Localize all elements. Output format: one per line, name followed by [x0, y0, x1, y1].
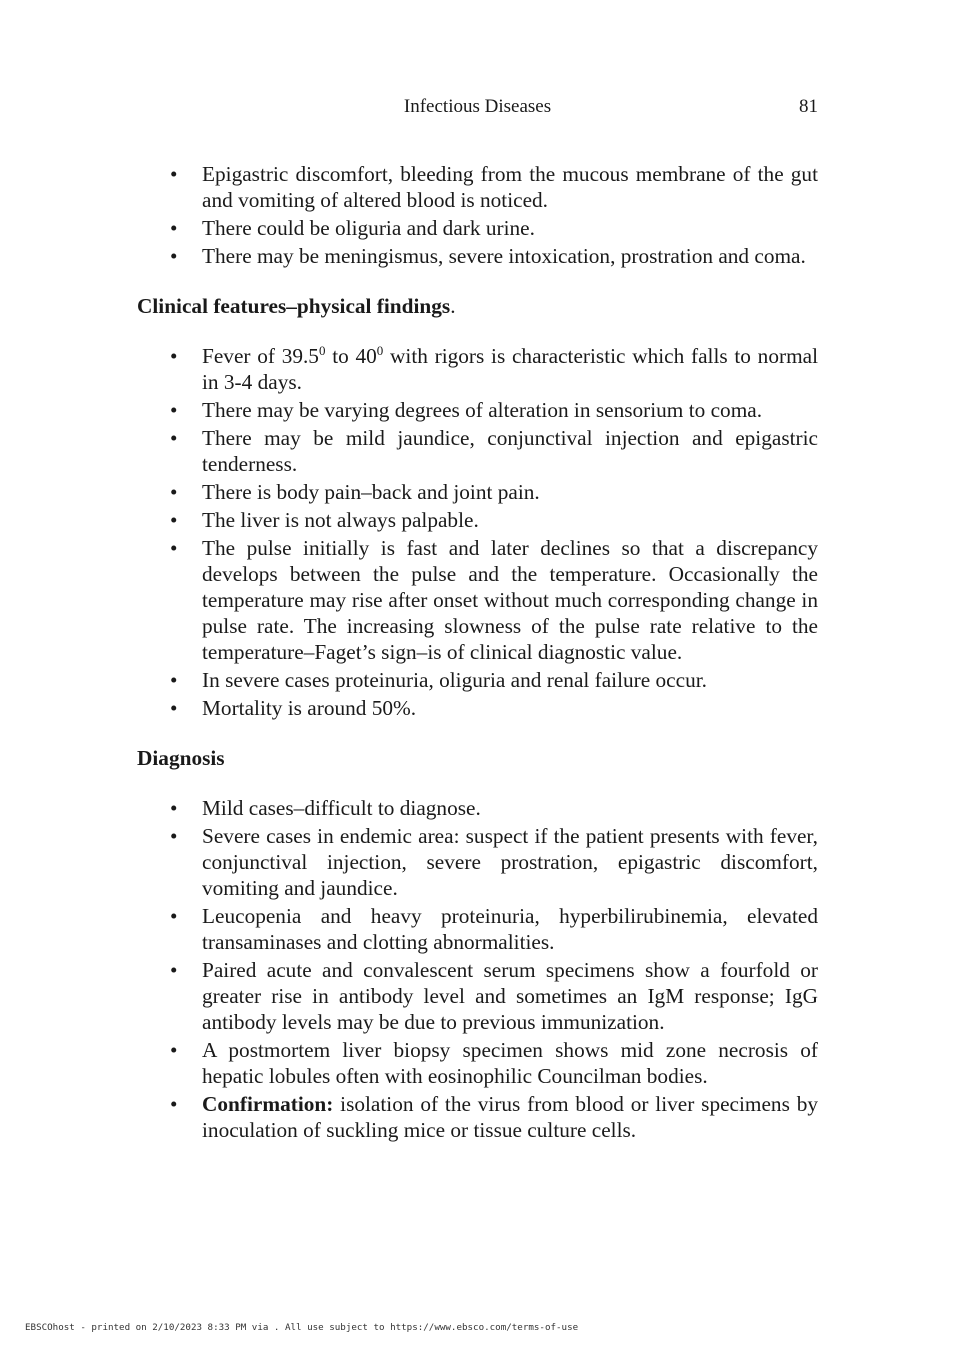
list-item: • Paired acute and convalescent serum specimens show a fourfold or greater rise in antibody level and sometimes an IgM response; IgG antibody levels may be due to previous immunization.: [170, 958, 818, 1034]
bullet-icon: •: [170, 824, 178, 848]
intro-bullet-list: [137, 161, 818, 269]
running-head-title: Infectious Diseases: [403, 96, 552, 117]
list-item: • Leucopenia and heavy proteinuria, hyperbilirubinemia, elevated transaminases and clotting abnormalities.: [170, 904, 818, 954]
bullet-icon: •: [170, 216, 178, 240]
bullet-icon: •: [170, 480, 178, 504]
bullet-icon: •: [170, 696, 178, 720]
list-item: • Confirmation: isolation of the virus from blood or liver specimens by inoculation of suckling mice or tissue culture cells.: [170, 1092, 818, 1142]
diagnosis-list: [137, 795, 818, 1143]
list-item: • The pulse initially is fast and later declines so that a discrepancy develops between the pulse and the temperature. Occasionally the temperature may rise after onset without much corresponding change in pulse rate. The increasing slowness of the pulse rate relative to the temperature–Faget’s sign–is of clinical diagnostic value.: [170, 536, 818, 664]
ebsco-footer-notice: EBSCOhost - printed on 2/10/2023 8:33 PM via . All use subject to https://www.ebsco.com/terms-of-use: [25, 1322, 579, 1333]
list-item: • A postmortem liver biopsy specimen shows mid zone necrosis of hepatic lobules often with eosinophilic Councilman bodies.: [170, 1038, 818, 1088]
list-item: • There is body pain–back and joint pain.: [170, 480, 540, 504]
bullet-icon: •: [170, 508, 178, 532]
list-item: • Severe cases in endemic area: suspect if the patient presents with fever, conjunctival injection, severe prostration, epigastric discomfort, vomiting and jaundice.: [170, 824, 818, 900]
bullet-icon: •: [170, 162, 178, 186]
list-item: • In severe cases proteinuria, oliguria and renal failure occur.: [170, 668, 707, 692]
bullet-icon: •: [170, 1092, 178, 1116]
degree-superscript: 0: [376, 343, 384, 358]
confirmation-label: Confirmation:: [202, 1092, 334, 1116]
list-item: • There may be mild jaundice, conjunctival injection and epigastric tenderness.: [170, 426, 818, 476]
bullet-icon: •: [170, 244, 178, 268]
bullet-icon: •: [170, 344, 178, 368]
bullet-icon: •: [170, 668, 178, 692]
degree-superscript: 0: [318, 343, 326, 358]
clinical-features-list: [137, 343, 818, 721]
list-item: • Mortality is around 50%.: [170, 696, 417, 720]
bullet-icon: •: [170, 426, 178, 450]
bullet-icon: •: [170, 1038, 178, 1062]
list-item: • Epigastric discomfort, bleeding from the mucous membrane of the gut and vomiting of altered blood is noticed.: [170, 162, 818, 212]
clinical-features-heading: Clinical features–physical findings.: [137, 294, 456, 318]
list-item: • Fever of 39.5$^0$ to $40^0$ with rigors is characteristic which falls to normal in 3-4 days.: [170, 343, 818, 394]
list-item: • There may be meningismus, severe intoxication, prostration and coma.: [170, 244, 806, 268]
bullet-icon: •: [170, 904, 178, 928]
diagnosis-heading: Diagnosis: [137, 746, 225, 770]
list-item: • The liver is not always palpable.: [170, 508, 479, 532]
list-item: • There could be oliguria and dark urine.: [170, 216, 535, 240]
list-item: • There may be varying degrees of alteration in sensorium to coma.: [170, 398, 763, 422]
bullet-icon: •: [170, 398, 178, 422]
bullet-icon: •: [170, 958, 178, 982]
bullet-icon: •: [170, 536, 178, 560]
list-item: • Mild cases–difficult to diagnose.: [170, 796, 481, 820]
running-header: [137, 96, 818, 122]
page-body: [137, 161, 818, 1145]
bullet-icon: •: [170, 796, 178, 820]
page-number: 81: [799, 96, 818, 117]
